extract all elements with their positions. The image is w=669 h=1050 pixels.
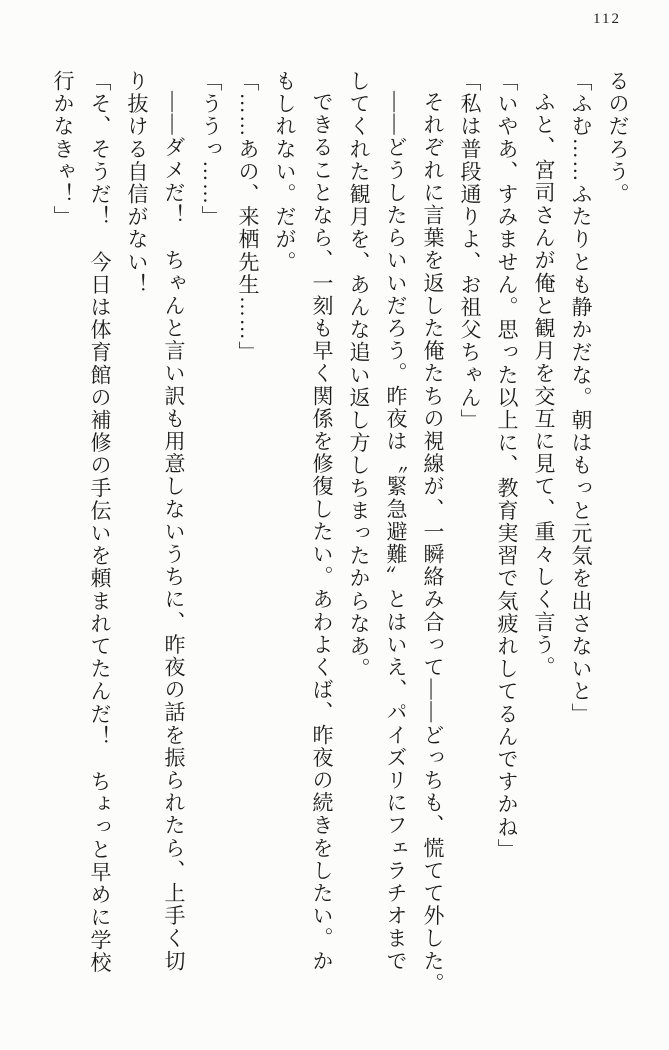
text-line: 「ううっ……」: [199, 70, 223, 229]
text-line: もしれない。だが。: [273, 70, 297, 274]
page-number: 112: [593, 11, 621, 27]
text-line: 「そ、そうだ！ 今日は体育館の補修の手伝いを頼まれてたんだ！ ちょっと早めに学校: [88, 70, 112, 974]
text-line: ――どうしたらいいだろう。昨夜は〝緊急避難〟とはいえ、パイズリにフェラチオまで: [384, 91, 408, 973]
text-line: 行かなきゃ！」: [51, 70, 75, 229]
text-line: できることなら、一刻も早く関係を修復したい。あわよくば、昨夜の続きをしたい。か: [310, 91, 334, 973]
text-line: り抜ける自信がない！: [125, 70, 149, 296]
text-line: それぞれに言葉を返した俺たちの視線が、一瞬絡み合って――どっちも、慌てて外した。: [421, 91, 445, 995]
text-line: 「私は普段通りよ、お祖父ちゃん」: [458, 70, 482, 432]
text-line: ふと、宮司さんが俺と観月を交互に見て、重々しく言う。: [532, 91, 556, 679]
text-line: 「……あの、来栖先生……」: [236, 70, 260, 364]
text-line: ――ダメだ！ ちゃんと言い訳も用意しないうちに、昨夜の話を振られたら、上手く切: [162, 91, 186, 973]
page-text: [44, 70, 636, 1002]
text-line: 「ふむ……ふたりとも静かだな。朝はもっと元気を出さないと」: [569, 70, 593, 726]
text-line: してくれた観月を、あんな追い返し方しちまったからなあ。: [347, 70, 371, 681]
text-line: るのだろう。: [606, 70, 630, 206]
text-line: 「いやあ、すみません。思った以上に、教育実習で気疲れしてるんですかね」: [495, 70, 519, 861]
